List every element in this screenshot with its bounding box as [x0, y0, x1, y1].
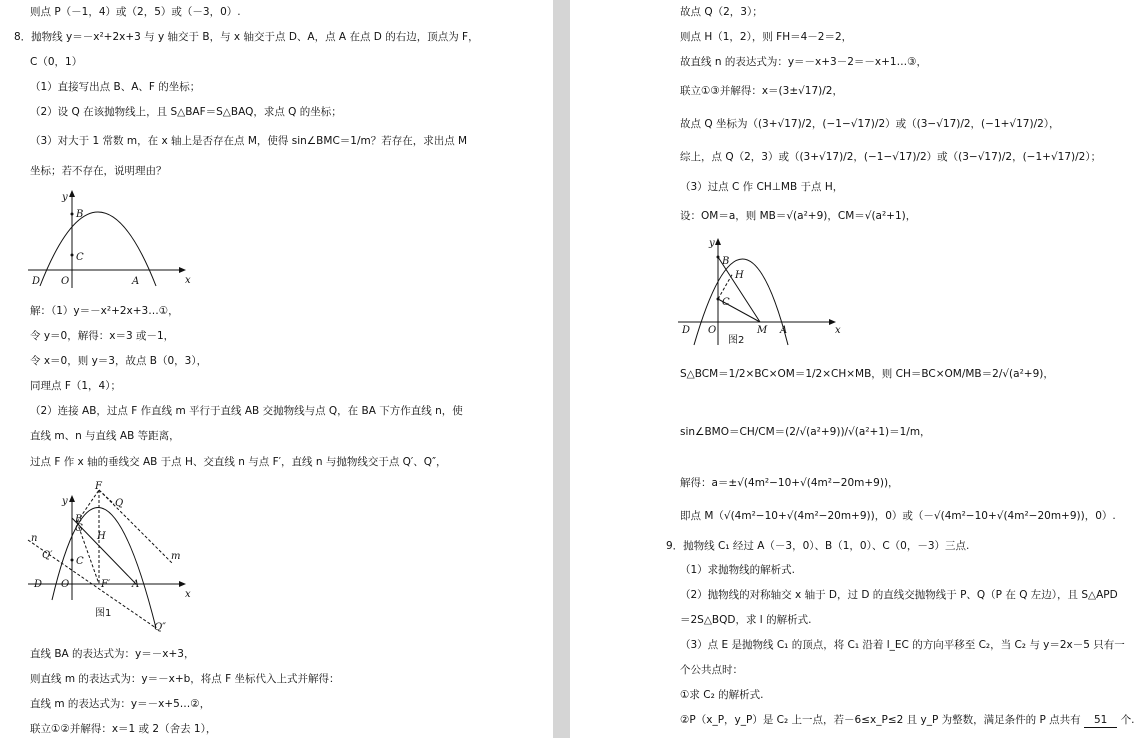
problem-line: ①求 C₂ 的解析式. [680, 689, 764, 701]
solution-line: 解：（1）y＝－x²+2x+3…①， [30, 305, 179, 317]
left-page [0, 0, 553, 738]
text-line: （2）设 Q 在该抛物线上，且 S△BAF＝S△BAQ，求点 Q 的坐标； [30, 106, 342, 118]
solution-line: 设：OM＝a，则 MB＝√(a²+9)，CM＝√(a²+1)， [680, 210, 917, 222]
problem-line: 个公共点时： [680, 664, 743, 676]
problem-line: ＝2S△BQD，求 l 的解析式. [680, 614, 812, 626]
solution-line: 令 x＝0，则 y＝3，故点 B（0，3）， [30, 355, 208, 367]
figure-caption: 图2 [728, 335, 745, 346]
solution-line: （2）连接 AB，过点 F 作直线 m 平行于直线 AB 交抛物线与点 Q，在 BA 下方作直线 n，使 [30, 405, 463, 417]
solution-line: 则点 H（1，2），则 FH＝4－2＝2， [680, 31, 853, 43]
label-B: B [76, 209, 84, 220]
solution-line: 令 y＝0，解得：x＝3 或－1， [30, 330, 175, 342]
label-H: H [97, 531, 106, 542]
text-line: （3）对大于 1 常数 m，在 x 轴上是否存在点 M，使得 sin∠BMC＝1/m？若存在，求出点 M [30, 135, 468, 147]
figure-caption: 图1 [95, 608, 112, 619]
label-C: C [76, 556, 84, 567]
solution-line: 解得：a＝±√(4m²−10+√(4m²−20m+9))， [680, 477, 899, 489]
label-D: D [682, 325, 691, 336]
label-y: y [62, 496, 68, 507]
label-A: A [780, 325, 788, 336]
text-line: 则点 P（－1，4）或（2，5）或（－3，0）. [30, 6, 241, 18]
parabola-figure-1 [28, 188, 193, 288]
solution-line: 过点 F 作 x 轴的垂线交 AB 于点 H、交直线 n 与点 F′，直线 n 与抛物线交于点 Q′、Q″， [30, 456, 447, 468]
label-n: n [31, 533, 38, 544]
solution-line: sin∠BMO＝CH/CM＝(2/√(a²+9))/√(a²+1)＝1/m， [680, 426, 931, 438]
label-Q: Q [115, 498, 124, 509]
label-B: B [75, 514, 83, 525]
label-D: D [32, 276, 41, 287]
solution-line: 故点 Q 坐标为（(3+√17)/2，(−1−√17)/2）或（(3−√17)/2，(−1+√17)/2）， [680, 118, 1060, 130]
label-M: M [757, 325, 768, 336]
label-O: O [708, 325, 717, 336]
label-x: x [185, 589, 191, 600]
problem-line: （2）抛物线的对称轴交 x 轴于 D，过 D 的直线交抛物线于 P、Q（P 在 Q 左边），且 S△APD [680, 589, 1118, 601]
label-O: O [61, 276, 70, 287]
label-m: m [171, 551, 181, 562]
text-line: （1）直接写出点 B、A、F 的坐标； [30, 81, 201, 93]
solution-line: S△BCM＝1/2×BC×OM＝1/2×CH×MB，则 CH＝BC×OM/MB＝2/√(a²+9)， [680, 368, 1054, 380]
solution-line: 故点 Q（2，3）； [680, 6, 763, 18]
label-G: G [75, 523, 83, 534]
label-C: C [76, 252, 84, 263]
label-y: y [709, 238, 715, 249]
label-H: H [735, 270, 744, 281]
problem-text: 个. [1120, 714, 1135, 726]
label-y: y [62, 192, 68, 203]
label-Q-prime: Q′ [42, 550, 53, 561]
solution-line: 直线 BA 的表达式为：y＝－x+3， [30, 648, 195, 660]
page-gutter [553, 0, 570, 738]
label-Q-double-prime: Q″ [154, 622, 166, 633]
label-B: B [722, 256, 730, 267]
label-A: A [132, 579, 140, 590]
label-F: F [95, 481, 102, 492]
answer-blank: 51 [1084, 713, 1117, 728]
solution-line: 联立①②并解得：x＝1 或 2（舍去 1）， [30, 723, 217, 735]
problem-line-answer [680, 713, 1135, 728]
solution-line: 联立①③并解得：x＝(3±√17)/2， [680, 85, 843, 97]
solution-line: 直线 m 的表达式为：y＝－x+5…②， [30, 698, 211, 710]
solution-line: 直线 m、n 与直线 AB 等距离， [30, 430, 180, 442]
label-F-prime: F′ [101, 579, 111, 590]
parabola-figure-3 [678, 233, 848, 348]
label-D: D [34, 579, 43, 590]
right-page [570, 0, 1135, 738]
text-line: C（0，1） [30, 56, 83, 68]
problem-line: （3）点 E 是抛物线 C₁ 的顶点，将 C₁ 沿着 l_EC 的方向平移至 C₂，当 C₂ 与 y＝2x－5 只有一 [680, 639, 1125, 651]
problem-line: （1）求抛物线的解析式. [680, 564, 796, 576]
problem-8-statement: 8．抛物线 y＝－x²+2x+3 与 y 轴交于 B，与 x 轴交于点 D、A，点 A 在点 D 的右边，顶点为 F， [14, 31, 479, 43]
label-A: A [132, 276, 140, 287]
label-O: O [61, 579, 70, 590]
label-x: x [185, 275, 191, 286]
solution-line: 同理点 F（1，4）； [30, 380, 121, 392]
problem-9-statement: 9．抛物线 C₁ 经过 A（－3，0）、B（1，0）、C（0，－3）三点. [666, 540, 970, 552]
text-line: 坐标；若不存在，说明理由？ [30, 165, 167, 177]
label-x: x [835, 325, 841, 336]
problem-text: ②P（x_P，y_P）是 C₂ 上一点，若－6≤x_P≤2 且 y_P 为整数，满足条件的 P 点共有 [680, 714, 1081, 726]
solution-line: 故直线 n 的表达式为：y＝－x+3－2＝－x+1…③， [680, 56, 928, 68]
solution-line: 即点 M（√(4m²−10+√(4m²−20m+9))，0）或（－√(4m²−10+√(4m²−20m+9))，0）. [680, 510, 1116, 522]
solution-line: （3）过点 C 作 CH⊥MB 于点 H， [680, 181, 844, 193]
solution-line: 则直线 m 的表达式为：y＝－x+b，将点 F 坐标代入上式并解得： [30, 673, 340, 685]
parabola-figure-2 [28, 478, 198, 638]
solution-line: 综上，点 Q（2，3）或（(3+√17)/2，(−1−√17)/2）或（(3−√17)/2，(−1+√17)/2）； [680, 151, 1102, 163]
label-C: C [722, 297, 730, 308]
